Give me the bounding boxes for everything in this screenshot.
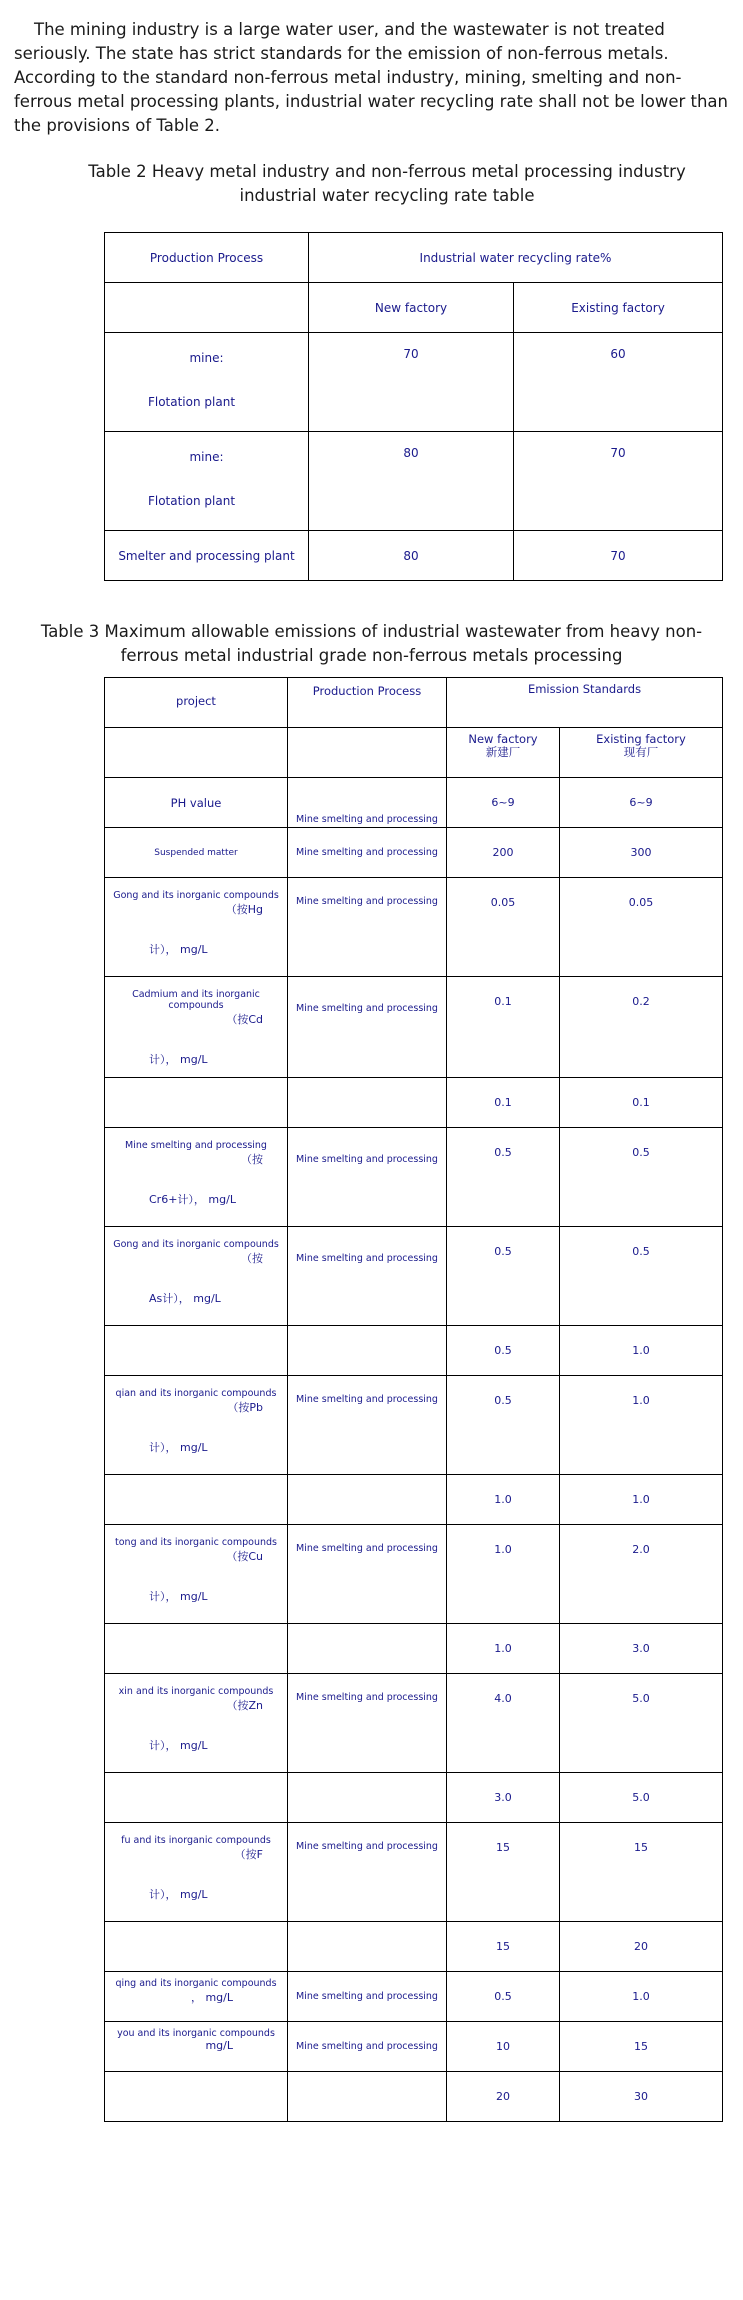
table2-header-rate: Industrial water recycling rate% (309, 233, 723, 283)
table3-process-cell (288, 1326, 447, 1376)
table3-process-cell (288, 1972, 447, 2022)
table3-new-value: 10 (447, 2022, 560, 2072)
table3-project-name: Suspended matter (154, 847, 238, 858)
table3-process-label: Mine smelting and processing (296, 1003, 438, 1014)
table3-new-value: 1.0 (447, 1525, 560, 1624)
table2-caption: Table 2 Heavy metal industry and non-ferrous metal processing industry industrial water recycling rate table (88, 162, 686, 205)
table3-existing-value: 1.0 (560, 1475, 723, 1525)
table2-process-line2: Flotation plant (147, 395, 236, 409)
table3-empty-cell (288, 728, 447, 778)
table3-project-unit: （按Pb (227, 1401, 263, 1414)
table3-project-unit-tail: As计）， mg/L (149, 1292, 221, 1305)
table3-project-name: qing and its inorganic compounds (115, 1978, 277, 1989)
table3-existing-value: 15 (560, 1823, 723, 1922)
table3-col-new-cn: 新建厂 (485, 745, 521, 759)
table3-existing-value: 5.0 (560, 1674, 723, 1773)
table3-process-label: Mine smelting and processing (296, 847, 438, 858)
table3-col-new (447, 728, 560, 778)
table3-existing-value: 20 (560, 1922, 723, 1972)
table3-project-cell (105, 1972, 288, 2022)
table3-project-cell (105, 1922, 288, 1972)
table3-project-name: you and its inorganic compounds (117, 2028, 275, 2039)
table3-existing-value: 1.0 (560, 1326, 723, 1376)
table3-project-cell (105, 1823, 288, 1922)
table3-project-cell (105, 1326, 288, 1376)
table3-project-name: tong and its inorganic compounds (115, 1537, 277, 1548)
table3-row (105, 1227, 723, 1326)
table3-process-cell (288, 1475, 447, 1525)
table3-col-existing (560, 728, 723, 778)
table3-process-label: Mine smelting and processing (296, 1253, 438, 1264)
table3-existing-value: 0.05 (560, 878, 723, 977)
table2-process-line1: mine: (189, 450, 224, 464)
table3-project-unit: ， mg/L (190, 1991, 233, 2004)
table3-row (105, 2072, 723, 2122)
table3-existing-value: 1.0 (560, 1972, 723, 2022)
table2-existing-value: 60 (514, 333, 723, 432)
table3-header-emission: Emission Standards (447, 678, 723, 728)
table3-process-label: Mine smelting and processing (296, 1154, 438, 1165)
intro-paragraph-2: According to the standard non-ferrous metal industry, mining, smelting and non-ferrous metal processing plants, industrial water recycling rate shall not be lower than the provisions of Table 2. (14, 68, 729, 135)
table3-project-cell (105, 2072, 288, 2122)
table3-process-cell (288, 878, 447, 977)
table3-project-unit: （按 (241, 1252, 263, 1265)
table2-empty-cell (105, 283, 309, 333)
table3-project-name: xin and its inorganic compounds (118, 1686, 274, 1697)
table3-existing-value: 5.0 (560, 1773, 723, 1823)
table3-existing-value: 2.0 (560, 1525, 723, 1624)
table3-existing-value: 6~9 (560, 778, 723, 828)
table2-col-new: New factory (309, 283, 514, 333)
table3-project-cell (105, 977, 288, 1078)
table3-new-value: 3.0 (447, 1773, 560, 1823)
intro-text (14, 18, 729, 138)
table3-new-value: 4.0 (447, 1674, 560, 1773)
table2-row (105, 531, 723, 581)
table3-col-existing-label: Existing factory (596, 732, 686, 746)
table3-project-unit-tail: 计）， mg/L (149, 1053, 208, 1066)
table3-row (105, 977, 723, 1078)
table3-process-cell (288, 828, 447, 878)
table3-process-cell (288, 1525, 447, 1624)
table3-existing-value: 1.0 (560, 1376, 723, 1475)
table3-project-unit: mg/L (205, 2039, 233, 2052)
table3-row (105, 1525, 723, 1624)
table3-project-unit: （按Cd (226, 1013, 263, 1026)
table3-project-unit-tail: Cr6+计）， mg/L (149, 1193, 236, 1206)
table3-row (105, 1922, 723, 1972)
table3-project-unit: （按F (234, 1848, 263, 1861)
table3-existing-value: 300 (560, 828, 723, 878)
table3-process-cell (288, 2022, 447, 2072)
table3-existing-value: 0.2 (560, 977, 723, 1078)
table3-new-value: 0.5 (447, 1128, 560, 1227)
table3-project-name: qian and its inorganic compounds (115, 1388, 277, 1399)
table2-new-value: 80 (309, 531, 514, 581)
table2-process-cell (105, 333, 309, 432)
table2-header-process: Production Process (105, 233, 309, 283)
table3-process-cell (288, 1674, 447, 1773)
table3-project-unit-tail: 计）， mg/L (149, 1739, 208, 1752)
table3-process-label: Mine smelting and processing (296, 1841, 438, 1852)
table3-existing-value: 3.0 (560, 1624, 723, 1674)
table2-row (105, 333, 723, 432)
table3-row (105, 1475, 723, 1525)
table3-process-label: Mine smelting and processing (296, 1394, 438, 1405)
table3-project-unit: （按Hg (225, 903, 263, 916)
table3-existing-value: 0.5 (560, 1227, 723, 1326)
table3-project-cell (105, 1525, 288, 1624)
table3-new-value: 0.1 (447, 1078, 560, 1128)
table3-new-value: 15 (447, 1823, 560, 1922)
table3-project-cell (105, 1128, 288, 1227)
table2-process-line1: mine: (189, 351, 224, 365)
table3-process-label: Mine smelting and processing (296, 896, 438, 907)
table3-project-cell (105, 1376, 288, 1475)
table3-project-cell (105, 2022, 288, 2072)
table3-existing-value: 15 (560, 2022, 723, 2072)
table3-project-cell (105, 778, 288, 828)
table3-new-value: 0.5 (447, 1972, 560, 2022)
table3-col-new-label: New factory (468, 732, 538, 746)
table3-project-unit: （按 (241, 1153, 263, 1166)
table3-project-cell (105, 1227, 288, 1326)
table3-project-cell (105, 1624, 288, 1674)
table3-new-value: 1.0 (447, 1475, 560, 1525)
table3-new-value: 200 (447, 828, 560, 878)
table3-row (105, 878, 723, 977)
table3-process-cell (288, 1078, 447, 1128)
table3-existing-value: 0.5 (560, 1128, 723, 1227)
table2-process-cell (105, 432, 309, 531)
table3-empty-cell (105, 728, 288, 778)
table3-project-unit: （按Cu (226, 1550, 263, 1563)
table3-row (105, 778, 723, 828)
table3-process-cell (288, 1773, 447, 1823)
table3-project-unit-tail: 计）， mg/L (149, 1590, 208, 1603)
table3-row (105, 1624, 723, 1674)
table3-process-cell (288, 977, 447, 1078)
table3-row (105, 1773, 723, 1823)
intro-paragraph-1: The mining industry is a large water user, and the wastewater is not treated seriously. The state has strict standards for the emission of non-ferrous metals. (14, 20, 669, 63)
table3-process-label: Mine smelting and processing (296, 814, 438, 825)
table3-project-name: Gong and its inorganic compounds (113, 1239, 279, 1250)
table3-process-cell (288, 778, 447, 828)
table3-caption: Table 3 Maximum allowable emissions of industrial wastewater from heavy non-ferrous metal industrial grade non-ferrous metals processing (40, 622, 703, 665)
table2-recycling-rate (104, 232, 723, 581)
table3-process-cell (288, 2072, 447, 2122)
table3-process-cell (288, 1128, 447, 1227)
table3-row (105, 1128, 723, 1227)
table3-new-value: 1.0 (447, 1624, 560, 1674)
table3-new-value: 0.1 (447, 977, 560, 1078)
table3-process-cell (288, 1376, 447, 1475)
table3-row (105, 1674, 723, 1773)
table3-new-value: 6~9 (447, 778, 560, 828)
table3-process-cell (288, 1823, 447, 1922)
table3-project-name: Gong and its inorganic compounds (113, 890, 279, 901)
table2-new-value: 70 (309, 333, 514, 432)
table3-row (105, 1376, 723, 1475)
table3-project-name: Mine smelting and processing (125, 1140, 267, 1151)
table2-existing-value: 70 (514, 531, 723, 581)
table3-project-name: Cadmium and its inorganic compounds (132, 989, 260, 1011)
table2-existing-value: 70 (514, 432, 723, 531)
table3-new-value: 0.5 (447, 1227, 560, 1326)
table3-header-process: Production Process (288, 678, 447, 728)
table3-row (105, 828, 723, 878)
table3-project-cell (105, 878, 288, 977)
table3-new-value: 20 (447, 2072, 560, 2122)
table3-process-label: Mine smelting and processing (296, 1692, 438, 1703)
table3-project-cell (105, 828, 288, 878)
table3-project-cell (105, 1674, 288, 1773)
table3-new-value: 0.5 (447, 1376, 560, 1475)
table3-new-value: 0.5 (447, 1326, 560, 1376)
table3-process-cell (288, 1922, 447, 1972)
table3-project-unit: （按Zn (226, 1699, 263, 1712)
table2-process-line2: Flotation plant (147, 494, 236, 508)
table3-process-cell (288, 1227, 447, 1326)
table2-process-cell: Smelter and processing plant (105, 531, 309, 581)
table3-new-value: 0.05 (447, 878, 560, 977)
table3-existing-value: 0.1 (560, 1078, 723, 1128)
table3-project-cell (105, 1475, 288, 1525)
table3-process-label: Mine smelting and processing (296, 2041, 438, 2052)
table2-new-value: 80 (309, 432, 514, 531)
table3-row (105, 1326, 723, 1376)
table3-col-existing-cn: 现有厂 (623, 745, 659, 759)
table3-project-cell (105, 1078, 288, 1128)
table2-col-existing: Existing factory (514, 283, 723, 333)
table3-new-value: 15 (447, 1922, 560, 1972)
table3-process-label: Mine smelting and processing (296, 1991, 438, 2002)
table2-row (105, 432, 723, 531)
table3-project-unit-tail: 计）， mg/L (149, 1441, 208, 1454)
table3-header-project: project (105, 678, 288, 728)
table3-row (105, 1823, 723, 1922)
table3-project-unit-tail: 计）， mg/L (149, 943, 208, 956)
table3-process-cell (288, 1624, 447, 1674)
table3-project-name: fu and its inorganic compounds (121, 1835, 271, 1846)
table3-project-name: PH value (170, 795, 222, 810)
table3-row (105, 1972, 723, 2022)
table3-project-cell (105, 1773, 288, 1823)
table3-project-unit-tail: 计）， mg/L (149, 1888, 208, 1901)
table3-existing-value: 30 (560, 2072, 723, 2122)
table3-row (105, 1078, 723, 1128)
table3-emissions (104, 677, 723, 2122)
table3-row (105, 2022, 723, 2072)
table3-process-label: Mine smelting and processing (296, 1543, 438, 1554)
